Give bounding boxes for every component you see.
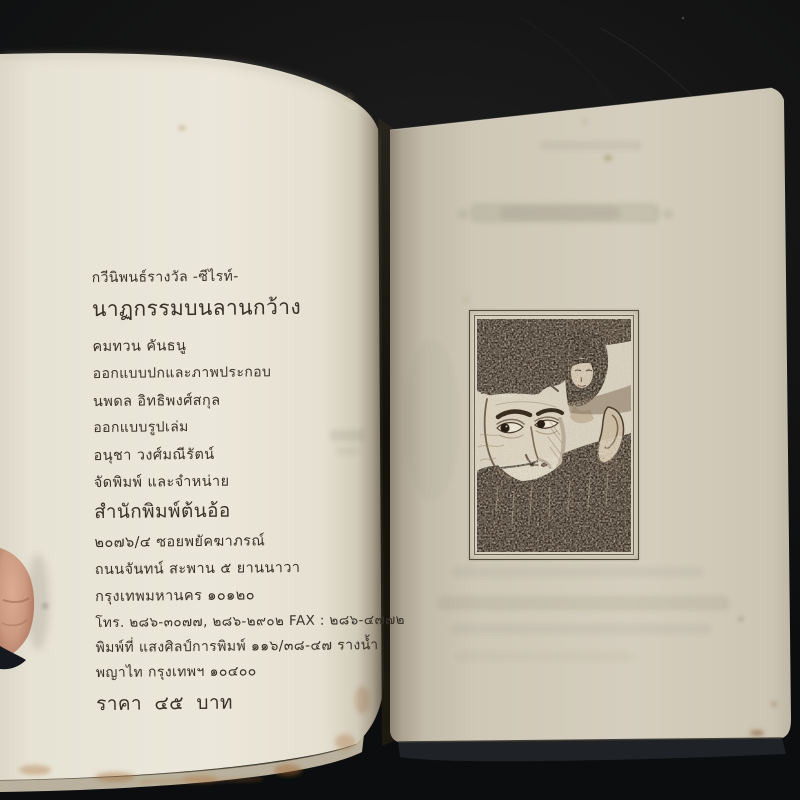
printer-line-1: พิมพ์ที่ แสงศิลป์การพิมพ์ ๑๑๖/๓๘-๔๗ รางน้ำ xyxy=(95,637,379,657)
price-line: ราคา ๔๕ บาท xyxy=(96,691,234,716)
layout-design-label: ออกแบบรูปเล่ม xyxy=(93,419,189,437)
award-line: กวีนิพนธ์รางวัล -ซีไรท์- xyxy=(91,268,239,287)
phone-fax-line: โทร. ๒๘๖-๓๐๗๗, ๒๘๖-๒๙๐๒ FAX : ๒๘๖-๔๗๗๒ xyxy=(95,611,405,632)
publisher-label: จัดพิมพ์ และจำหน่าย xyxy=(93,473,230,492)
cover-designer-name: นพดล อิทธิพงศ์สกุล xyxy=(92,392,221,411)
layout-designer-name: อนุชา วงศ์มณีรัตน์ xyxy=(93,446,215,465)
address-line-3: กรุงเทพมหานคร ๑๐๑๒๐ xyxy=(94,587,255,606)
address-line-1: ๒๐๗๖/๔ ซอยพยัคฆาภรณ์ xyxy=(94,533,266,552)
book-title: นาฏกรรมบนลานกว้าง xyxy=(91,294,302,322)
frontispiece-plate xyxy=(469,310,639,560)
author-name: คมทวน คันธนู xyxy=(92,338,187,356)
address-line-2: ถนนจันทน์ สะพาน ๕ ยานนาวา xyxy=(94,559,301,579)
frontispiece-art xyxy=(474,315,634,555)
printer-line-2: พญาไท กรุงเทพฯ ๑๐๔๐๐ xyxy=(95,663,257,682)
cover-design-label: ออกแบบปกและภาพประกอบ xyxy=(92,364,272,383)
publisher-name: สำนักพิมพ์ต้นอ้อ xyxy=(94,499,231,524)
